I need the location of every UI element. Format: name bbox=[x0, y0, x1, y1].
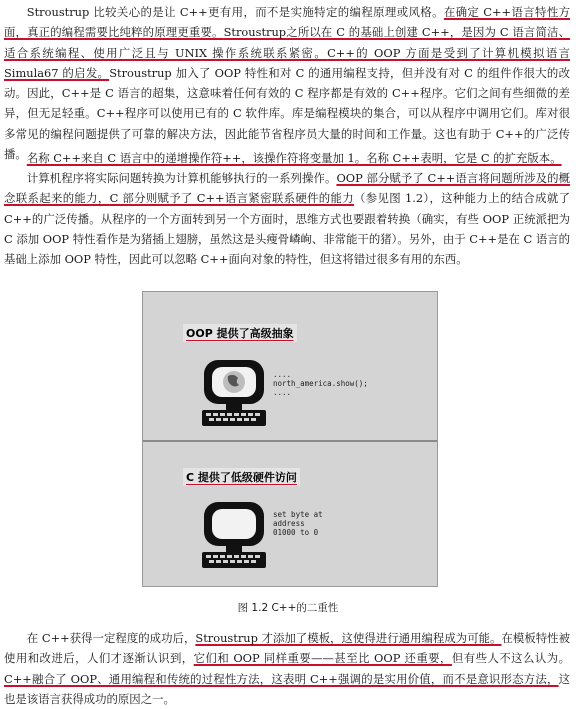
computer-monitor-icon bbox=[198, 500, 270, 570]
computer-monitor-icon bbox=[198, 358, 270, 428]
underlined-text: 之所以在 C 的基础上创建 C++，是因为 C 语言简洁、适合系统编程、使用广泛且与 UNIX 操作系统联系紧密。 bbox=[4, 25, 570, 60]
code-snippet-c: set byte at address 01000 to 0 bbox=[273, 510, 323, 537]
paragraph-templates bbox=[4, 628, 570, 709]
paragraph-intro bbox=[4, 2, 570, 164]
figure-title: 图 1.2 C++的二重性 bbox=[237, 602, 339, 614]
underlined-text: C++融合了 OOP、通用编程和传统的过程性方法，这表明 C++强调的是实用价值，而不是意识形态方法， bbox=[4, 671, 559, 686]
text-span: C++程序可以使用已有的 C 软件库。库是编程模块的集合，可以从程序中调用它们。库对很多常见的编程问题提供了可靠的解决方法，因此能节省程序员大量的时间和工作量。这也有助于 C++的广泛传播。 bbox=[4, 106, 570, 162]
underlined-text: OOP 部分赋予了 C++语言将问题所涉及的概念联系起来的能力， bbox=[4, 171, 570, 206]
text-span: 在 C++获得一定程度的成功后， bbox=[26, 631, 196, 645]
figure-panel-c bbox=[143, 440, 437, 587]
underlined-text: Stroustrup 才添加了模板，这使得进行通用编程成为可能。 bbox=[195, 631, 502, 645]
underlined-text: C 部分则赋予了 C++语言紧密联系硬件的能力 bbox=[109, 191, 355, 206]
text-span: 计算机程序将实际问题转换为计算机能够执行的一系列操作。 bbox=[26, 171, 337, 185]
text-span: 在模板特性被使用和改进后，人们才逐渐认识到， bbox=[4, 631, 570, 666]
text-span: 这也是该语言获得成功的原因之一。 bbox=[4, 671, 570, 706]
figure-caption-oop: OOP 提供了高级抽象 bbox=[183, 324, 297, 342]
underlined-text: 名称 C++来自 C 语言中的递增操作符++，该操作符将变量加 1。名称 C++表明，它是 C 的扩充版本。 bbox=[26, 151, 562, 165]
underlined-text: Stroustrup bbox=[223, 25, 287, 40]
figure-duality bbox=[142, 291, 438, 587]
text-span: 但有些人不这么认为。 bbox=[451, 651, 570, 666]
underlined-text: C++的 OOP 方面是受到了计算机模拟语言 Simula67 的启发。 bbox=[4, 45, 570, 80]
underlined-text: 在确定 C++语言特性方面，真正的编程需要比纯粹的原理更重要。 bbox=[4, 5, 570, 40]
figure-caption-c: C 提供了低级硬件访问 bbox=[183, 468, 300, 486]
text-span: （参见图 1.2），这种能力上的结合成就了 C++的广泛传播。从程序的一个方面转到另一个方面时，思维方式也要跟着转换（确实，有些 OOP 正统派把为 C 添加 OOP 特性看作是为猪插上翅膀，虽然这是头瘦骨嶙峋、非常能干的猪）。另外，由于 C++是在 C 语言的基础上添加 OOP 特性，因此可以忽略 C++面向对象的特性，但这将错过很多有用的东西。 bbox=[4, 191, 571, 267]
figure-panel-oop bbox=[143, 292, 437, 440]
underlined-text: 它们和 OOP 同样重要——甚至比 OOP 还重要， bbox=[193, 651, 452, 666]
code-snippet-oop: .... north_america.show(); .... bbox=[273, 370, 368, 397]
text-span: Stroustrup 比较关心的是让 C++更有用，而不是实施特定的编程原理或风格。 bbox=[26, 5, 444, 19]
text-span: Stroustrup 加入了 OOP 特性和对 C 的通用编程支持，但并没有对 C 的组件作很大的改动。因此，C++是 C 语言的超集，这意味着任何有效的 C 程序都是有效的 C++程序。它们之间有些细微的差异，但无足轻重。 bbox=[4, 65, 570, 121]
paragraph-oop-c bbox=[4, 168, 570, 269]
paragraph-name-origin bbox=[4, 148, 570, 168]
